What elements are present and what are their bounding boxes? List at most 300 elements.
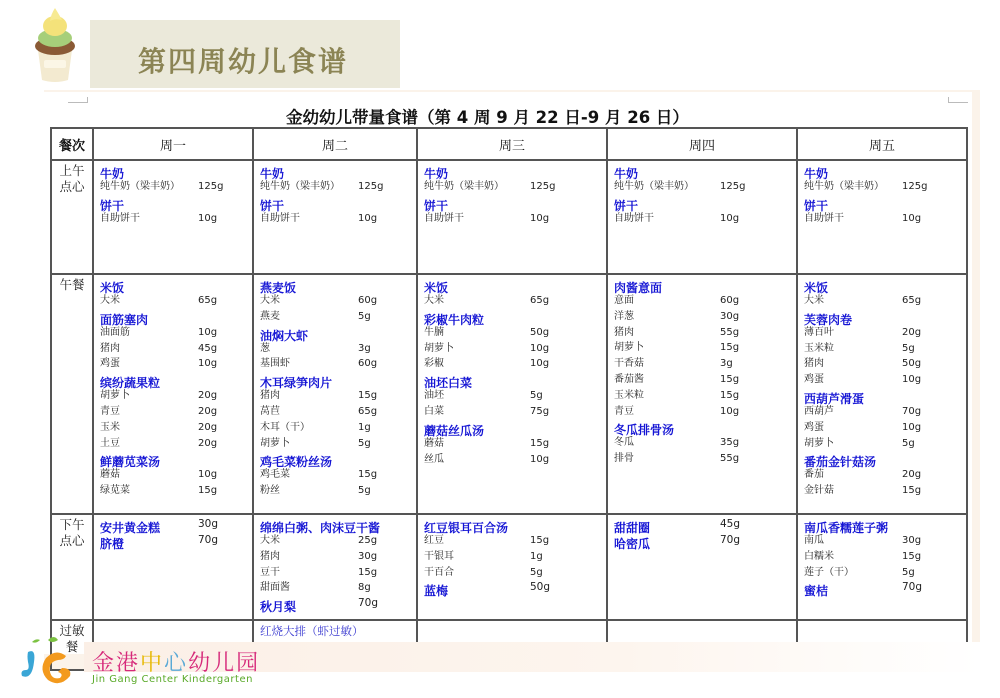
ingredient-name: 胡萝卜: [804, 437, 834, 449]
meal-label-cell: [51, 274, 93, 514]
ingredient-name: 鸡毛菜: [260, 469, 290, 481]
ingredient: [804, 356, 966, 372]
ingredient: [614, 293, 796, 309]
ingredient: [424, 341, 606, 357]
ingredient-amount: 10g: [198, 469, 218, 481]
ingredient-name: 莲子（干）: [804, 566, 854, 578]
ingredient: [614, 211, 796, 227]
meal-label: 点心: [59, 179, 85, 194]
crop-mark: [948, 97, 968, 103]
school-name-char: 幼: [188, 651, 213, 676]
ingredient: [424, 565, 606, 581]
ingredient-name: 猪肉: [614, 326, 634, 338]
ingredient-amount: 15g: [720, 342, 740, 354]
ingredient-name: 南瓜: [804, 535, 824, 546]
ingredient-name: 自助饼干: [260, 212, 300, 224]
ingredient: [424, 533, 606, 549]
ingredient: [424, 325, 606, 341]
ingredient-amount: 125g: [530, 181, 556, 192]
dish: [614, 195, 796, 211]
ingredient: [100, 293, 252, 309]
dish-name: 番茄金针菇汤: [804, 455, 877, 470]
ingredient: [424, 356, 606, 372]
ingredient-name: 猪肉: [260, 390, 280, 402]
ingredient-amount: 20g: [902, 469, 922, 481]
ingredient-name: 大米: [804, 295, 824, 306]
dish: [804, 451, 966, 470]
dish-name: 冬瓜排骨汤: [614, 423, 675, 438]
ingredient-amount: 30g: [902, 535, 922, 546]
header-day: 周三: [417, 128, 607, 160]
ingredient-name: 彩椒: [424, 358, 444, 370]
header-meal: 餐次: [51, 128, 93, 160]
ingredient: [614, 325, 796, 341]
dish-name: 牛奶: [424, 167, 449, 181]
dish: [614, 163, 796, 179]
ingredient-name: 猪肉: [260, 550, 280, 562]
ingredient-amount: 10g: [720, 405, 740, 417]
ingredient: [424, 436, 606, 452]
ingredient-name: 丝瓜: [424, 453, 444, 465]
ingredient-amount: 125g: [902, 181, 928, 192]
menu-cell: [253, 514, 417, 620]
meal-label: 上午: [59, 163, 85, 178]
dish-name: 油坯白菜: [424, 376, 473, 391]
school-name-cn: [92, 646, 260, 677]
ingredient: [614, 309, 796, 325]
meal-label-cell: [51, 514, 93, 620]
ingredient-amount: 70g: [902, 405, 922, 417]
dish: [100, 309, 252, 325]
ingredient-name: 牛腩: [424, 326, 444, 338]
meal-label: 午餐: [59, 277, 85, 292]
ingredient: [260, 549, 416, 565]
ingredient-amount: 15g: [358, 469, 378, 481]
ingredient-name: 自助饼干: [100, 212, 140, 224]
ingredient: [100, 388, 252, 404]
ingredient-name: 自助饼干: [804, 212, 844, 224]
dish: [100, 163, 252, 179]
ingredient-amount: 75g: [530, 405, 550, 417]
ingredient-amount: 125g: [198, 181, 224, 192]
menu-cell: [797, 514, 967, 620]
ingredient-amount: 5g: [530, 390, 543, 402]
ingredient: [804, 341, 966, 357]
dish-name: 肉酱意面: [614, 281, 663, 295]
dish: [260, 325, 416, 341]
ingredient-amount: 65g: [358, 405, 378, 417]
ingredient: [804, 372, 966, 388]
ingredient-amount: 10g: [530, 212, 550, 224]
dish-amount: 30g: [198, 518, 219, 530]
dish-name: 米饭: [804, 281, 829, 295]
school-name-char: 园: [236, 651, 261, 676]
dish: [804, 517, 966, 533]
dish: [260, 163, 416, 179]
ingredient-name: 冬瓜: [614, 437, 634, 449]
ingredient-amount: 10g: [198, 212, 218, 224]
dish-name: 牛奶: [100, 167, 125, 181]
dish-name: 绵绵白粥、肉沫豆干酱: [260, 521, 381, 535]
ingredient-name: 排骨: [614, 453, 634, 465]
dish: [100, 533, 252, 549]
ingredient-name: 青豆: [614, 405, 634, 417]
menu-cell: [253, 274, 417, 514]
ingredient: [804, 467, 966, 483]
dish-name: 安井黄金糕: [100, 521, 161, 535]
dish-name: 哈密瓜: [614, 537, 651, 551]
ingredient: [614, 340, 796, 356]
menu-cell: [607, 274, 797, 514]
dish-name: 牛奶: [804, 167, 829, 181]
ingredient-name: 纯牛奶（梁丰奶）: [804, 181, 884, 192]
ingredient: [804, 420, 966, 436]
menu-cell: [93, 514, 253, 620]
ingredient-amount: 10g: [720, 212, 740, 224]
ingredient-name: 薄百叶: [804, 326, 834, 338]
ingredient: [260, 565, 416, 581]
ingredient-amount: 65g: [530, 295, 550, 306]
dish: [260, 195, 416, 211]
ingredient: [614, 388, 796, 404]
menu-cell: [93, 274, 253, 514]
dish-name: 鸡毛菜粉丝汤: [260, 455, 333, 470]
ingredient-name: 蘑菇: [424, 437, 444, 449]
ingredient-amount: 20g: [198, 421, 218, 433]
dish-name: 燕麦饭: [260, 281, 297, 295]
ingredient-amount: 60g: [720, 295, 740, 306]
ingredient: [100, 356, 252, 372]
ingredient-amount: 10g: [198, 326, 218, 338]
dish-amount: 70g: [902, 581, 923, 594]
dish: [424, 163, 606, 179]
school-name-en: Jin Gang Center Kindergarten: [92, 674, 253, 685]
dish-name: 甜甜圈: [614, 521, 651, 535]
menu-cell: [797, 160, 967, 274]
ingredient-amount: 3g: [358, 342, 371, 354]
dish-name: 面筋塞肉: [100, 312, 149, 327]
dish: [260, 451, 416, 470]
ingredient-name: 鸡蛋: [804, 374, 824, 386]
dish: [424, 517, 606, 533]
ingredient-name: 干百合: [424, 566, 454, 578]
ingredient: [260, 388, 416, 404]
dish-amount: 50g: [530, 581, 551, 594]
ingredient: [100, 179, 252, 195]
ingredient-name: 油面筋: [100, 326, 130, 338]
ingredient-amount: 15g: [358, 390, 378, 402]
dish: [614, 517, 796, 533]
ingredient-name: 鸡蛋: [100, 358, 120, 370]
ingredient: [100, 211, 252, 227]
ingredient-amount: 45g: [198, 342, 218, 354]
ingredient: [424, 404, 606, 420]
ingredient: [804, 179, 966, 195]
ingredient-name: 大米: [424, 295, 444, 306]
ingredient: [260, 404, 416, 420]
ingredient-amount: 50g: [530, 326, 550, 338]
dish-name: 饼干: [100, 198, 125, 213]
dish-amount: 70g: [720, 534, 741, 546]
school-name-char: 儿: [212, 651, 237, 676]
ingredient: [804, 325, 966, 341]
dish-amount: 45g: [720, 518, 741, 530]
ingredient-amount: 35g: [720, 437, 740, 449]
dish: [424, 277, 606, 293]
ingredient: [614, 404, 796, 420]
dish-name: 牛奶: [260, 167, 285, 181]
ingredient-amount: 55g: [720, 453, 740, 465]
meal-label: 下午: [59, 517, 85, 532]
ingredient: [260, 211, 416, 227]
dish-name: 米饭: [424, 281, 449, 295]
ingredient-name: 西葫芦: [804, 405, 834, 417]
ingredient: [424, 179, 606, 195]
dish-name: 饼干: [614, 198, 639, 213]
dish: [804, 580, 966, 599]
dish: [804, 195, 966, 211]
menu-cell: [417, 274, 607, 514]
dish: [424, 195, 606, 211]
ingredient-name: 青豆: [100, 405, 120, 417]
ingredient-amount: 10g: [358, 212, 378, 224]
ingredient-name: 番茄: [804, 469, 824, 481]
ingredient: [100, 436, 252, 452]
dish-name: 蜜桔: [804, 584, 829, 599]
ingredient-amount: 5g: [530, 566, 543, 578]
dish-amount: 70g: [198, 534, 219, 546]
ingredient-amount: 65g: [902, 295, 922, 306]
ingredient-amount: 65g: [198, 295, 218, 306]
dish-name: 油焖大虾: [260, 328, 309, 343]
menu-cell: [417, 514, 607, 620]
ingredient-name: 白糯米: [804, 550, 834, 562]
ingredient-name: 金针菇: [804, 485, 834, 497]
ingredient-amount: 5g: [358, 437, 371, 449]
ingredient-name: 胡萝卜: [614, 342, 644, 354]
ingredient: [100, 341, 252, 357]
dish: [804, 277, 966, 293]
ingredient-amount: 25g: [358, 535, 378, 546]
dish-name: 脐橙: [100, 537, 125, 551]
dish: [260, 596, 416, 615]
ingredient: [804, 211, 966, 227]
dish: [424, 580, 606, 599]
dish-name: 饼干: [804, 198, 829, 213]
ingredient-amount: 15g: [530, 535, 550, 546]
ingredient-amount: 5g: [902, 437, 915, 449]
ingredient: [260, 356, 416, 372]
ingredient: [804, 483, 966, 499]
allergy-text: [94, 621, 252, 623]
ingredient: [260, 533, 416, 549]
ingredient-name: 自助饼干: [424, 212, 464, 224]
ingredient-amount: 20g: [198, 437, 218, 449]
ingredient-name: 莴苣: [260, 405, 280, 417]
ingredient: [260, 580, 416, 596]
ingredient: [614, 435, 796, 451]
pm-snack-row: [51, 514, 967, 620]
ingredient-amount: 20g: [198, 390, 218, 402]
ingredient-amount: 60g: [358, 358, 378, 370]
ingredient-name: 纯牛奶（梁丰奶）: [260, 181, 340, 192]
ingredient-name: 胡萝卜: [260, 437, 290, 449]
slide-title: 第四周幼儿食谱: [138, 45, 349, 78]
ingredient-name: 猪肉: [100, 342, 120, 354]
menu-cell: [607, 160, 797, 274]
ingredient-name: 蘑菇: [100, 469, 120, 481]
ingredient-amount: 50g: [902, 358, 922, 370]
dish: [424, 372, 606, 391]
ingredient-amount: 1g: [358, 421, 371, 433]
dish-name: 芙蓉肉卷: [804, 312, 853, 327]
dish: [260, 517, 416, 533]
ingredient-amount: 30g: [358, 550, 378, 562]
allergy-text: [418, 621, 606, 623]
cupcake-icon: [26, 2, 84, 84]
ingredient-name: 基围虾: [260, 358, 290, 370]
ingredient: [260, 293, 416, 309]
ingredient: [100, 420, 252, 436]
ingredient-amount: 10g: [902, 374, 922, 386]
ingredient-amount: 20g: [902, 326, 922, 338]
dish: [260, 277, 416, 293]
header-day: 周一: [93, 128, 253, 160]
ingredient-amount: 10g: [530, 342, 550, 354]
ingredient-amount: 5g: [358, 485, 371, 497]
school-name-char: 中: [140, 651, 165, 676]
ingredient: [614, 372, 796, 388]
ingredient-name: 自助饼干: [614, 212, 654, 224]
ingredient-amount: 10g: [198, 358, 218, 370]
dish: [804, 388, 966, 404]
ingredient-amount: 15g: [358, 566, 378, 578]
ingredient: [614, 451, 796, 467]
ingredient: [424, 549, 606, 565]
ingredient-name: 豆干: [260, 566, 280, 578]
ingredient-name: 干银耳: [424, 550, 454, 562]
menu-table: [50, 127, 968, 671]
ingredient-amount: 5g: [902, 342, 915, 354]
dish-name: 饼干: [424, 198, 449, 213]
ingredient: [804, 436, 966, 452]
ingredient: [804, 404, 966, 420]
ingredient-name: 甜面酱: [260, 582, 290, 594]
dish-name: 彩椒牛肉粒: [424, 312, 485, 327]
ingredient-name: 意面: [614, 295, 634, 306]
ingredient: [260, 420, 416, 436]
ingredient-name: 玉米: [100, 421, 120, 433]
dish: [804, 309, 966, 325]
dish: [100, 195, 252, 211]
ingredient-amount: 10g: [902, 421, 922, 433]
ingredient-name: 胡萝卜: [100, 390, 130, 402]
ingredient: [260, 467, 416, 483]
dish: [424, 420, 606, 436]
ingredient-name: 纯牛奶（梁丰奶）: [614, 181, 694, 192]
ingredient-name: 纯牛奶（梁丰奶）: [424, 181, 504, 192]
document-title: 金幼幼儿带量食谱（第 4 周 9 月 22 日-9 月 26 日）: [286, 108, 689, 127]
ingredient-amount: 55g: [720, 326, 740, 338]
ingredient: [614, 179, 796, 195]
dish: [614, 533, 796, 549]
dish-name: 南瓜香糯莲子粥: [804, 521, 889, 535]
ingredient: [804, 565, 966, 581]
ingredient: [614, 356, 796, 372]
dish-name: 缤纷蔬果粒: [100, 376, 161, 391]
dish-name: 饼干: [260, 198, 285, 213]
dish: [100, 451, 252, 470]
ingredient-amount: 30g: [720, 310, 740, 322]
header-day: 周二: [253, 128, 417, 160]
ingredient: [260, 179, 416, 195]
ingredient-amount: 10g: [902, 212, 922, 224]
ingredient-amount: 10g: [530, 453, 550, 465]
ingredient-name: 大米: [260, 295, 280, 306]
school-name-char: 金: [92, 651, 117, 676]
ingredient-name: 猪肉: [804, 358, 824, 370]
ingredient-amount: 1g: [530, 550, 543, 562]
dish: [100, 372, 252, 391]
dish-name: 米饭: [100, 281, 125, 295]
jg-logo-icon: [18, 636, 76, 688]
lunch-row: [51, 274, 967, 514]
dish-name: 红豆银耳百合汤: [424, 521, 509, 535]
am-snack-row: [51, 160, 967, 274]
ingredient-amount: 125g: [720, 181, 746, 192]
ingredient-amount: 15g: [720, 389, 740, 401]
menu-cell: [93, 160, 253, 274]
ingredient: [424, 293, 606, 309]
dish: [100, 277, 252, 293]
school-name-text: [92, 651, 260, 676]
ingredient-amount: 15g: [902, 550, 922, 562]
ingredient-name: 纯牛奶（梁丰奶）: [100, 181, 180, 192]
ingredient-name: 白菜: [424, 405, 444, 417]
ingredient-name: 大米: [100, 295, 120, 306]
ingredient-amount: 15g: [198, 485, 218, 497]
dish: [804, 163, 966, 179]
school-name-char: 心: [164, 651, 189, 676]
menu-cell: [253, 160, 417, 274]
ingredient-amount: 5g: [358, 310, 371, 322]
ingredient: [100, 483, 252, 499]
dish-name: 蓝梅: [424, 584, 449, 599]
ingredient-name: 干香菇: [614, 358, 644, 370]
ingredient-name: 大米: [260, 535, 280, 546]
ingredient-name: 玉米粒: [614, 389, 644, 401]
ingredient: [260, 341, 416, 357]
dish-name: 秋月梨: [260, 600, 297, 615]
ingredient-amount: 15g: [902, 485, 922, 497]
ingredient-amount: 60g: [358, 295, 378, 306]
ingredient: [100, 467, 252, 483]
ingredient-name: 燕麦: [260, 310, 280, 322]
ingredient: [100, 404, 252, 420]
ingredient-amount: 20g: [198, 405, 218, 417]
ingredient-amount: 5g: [902, 566, 915, 578]
dish: [614, 419, 796, 438]
dish: [260, 372, 416, 391]
ingredient: [260, 436, 416, 452]
ingredient-name: 红豆: [424, 535, 444, 546]
crop-mark: [68, 97, 88, 103]
meal-label-cell: [51, 160, 93, 274]
dish: [614, 277, 796, 293]
ingredient-amount: 15g: [530, 437, 550, 449]
menu-cell: [417, 160, 607, 274]
ingredient-name: 油坯: [424, 390, 444, 402]
